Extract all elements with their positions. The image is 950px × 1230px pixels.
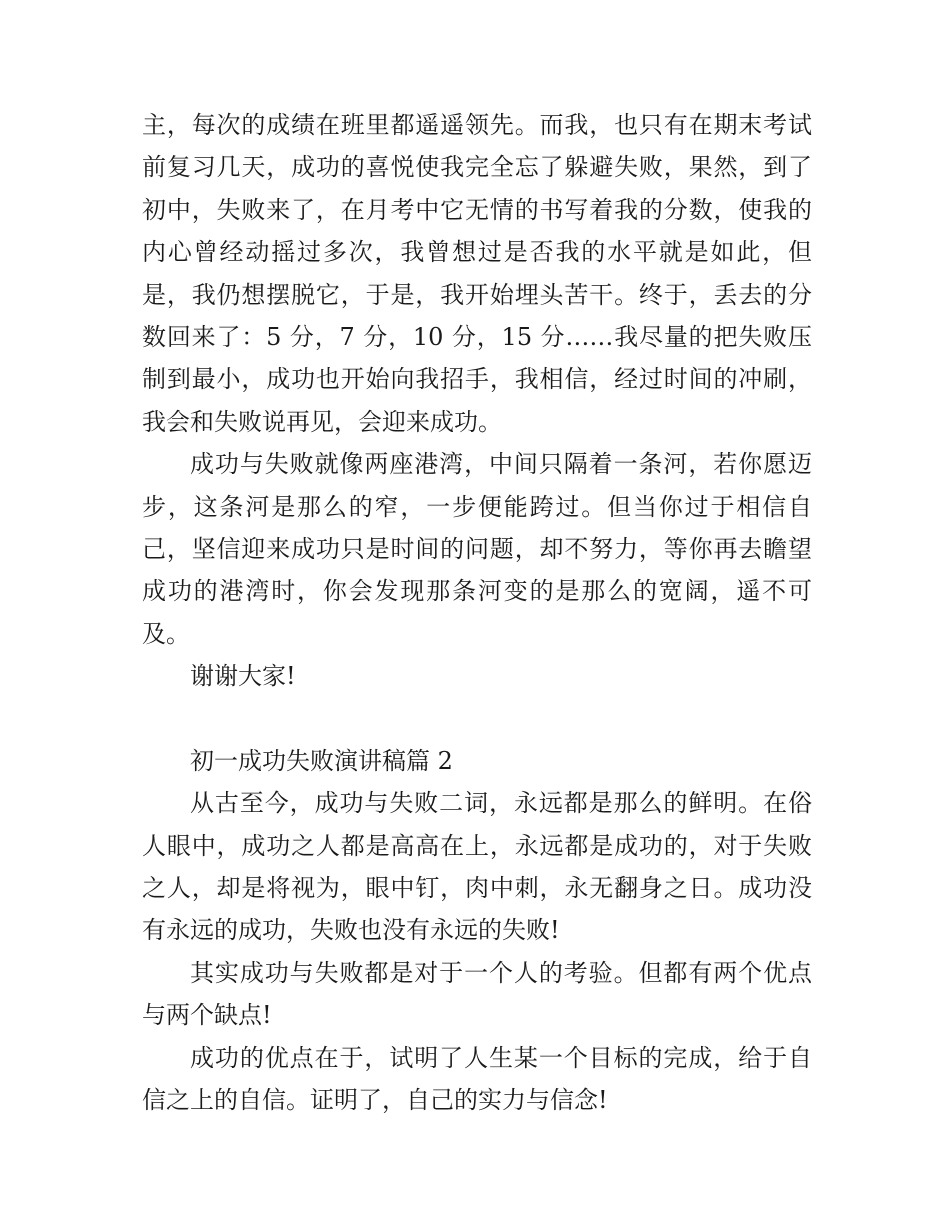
paragraph-success-advantage: 成功的优点在于，试明了人生某一个目标的完成，给于自信之上的自信。证明了，自己的实力与信念! [142,1043,812,1114]
section-spacer [142,698,812,740]
paragraph-harbor-metaphor: 成功与失败就像两座港湾，中间只隔着一条河，若你愿迈步，这条河是那么的窄，一步便能跨过。但当你过于相信自己，坚信迎来成功只是时间的问题，却不努力，等你再去瞻望成功的港湾时，你会发现那条河变的是那么的宽阔，遥不可及。 [142,450,812,648]
paragraph-continuation: 主，每次的成绩在班里都遥遥领先。而我，也只有在期末考试前复习几天，成功的喜悦使我完全忘了躲避失败，果然，到了初中，失败来了，在月考中它无情的书写着我的分数，使我的内心曾经动摇过多次，我曾想过是否我的水平就是如此，但是，我仍想摆脱它，于是，我开始埋头苦干。终于，丢去的分数回来了：5 分，7 分，10 分，15 分……我尽量的把失败压制到最小，成功也开始向我招手，我相信，经过时间的冲刷，我会和失败说再见，会迎来成功。 [142,111,812,436]
paragraph-thanks: 谢谢大家! [190,662,296,691]
paragraph-test: 其实成功与失败都是对于一个人的考验。但都有两个优点与两个缺点! [142,958,812,1030]
section-heading: 初一成功失败演讲稿篇 2 [190,746,453,775]
paragraph-intro: 从古至今，成功与失败二词，永远都是那么的鲜明。在俗人眼中，成功之人都是高高在上，永远都是成功的，对于失败之人，却是将视为，眼中钉，肉中刺，永无翻身之日。成功没有永远的成功，失败也没有永远的失败! [142,789,812,945]
document-body [142,104,812,1121]
